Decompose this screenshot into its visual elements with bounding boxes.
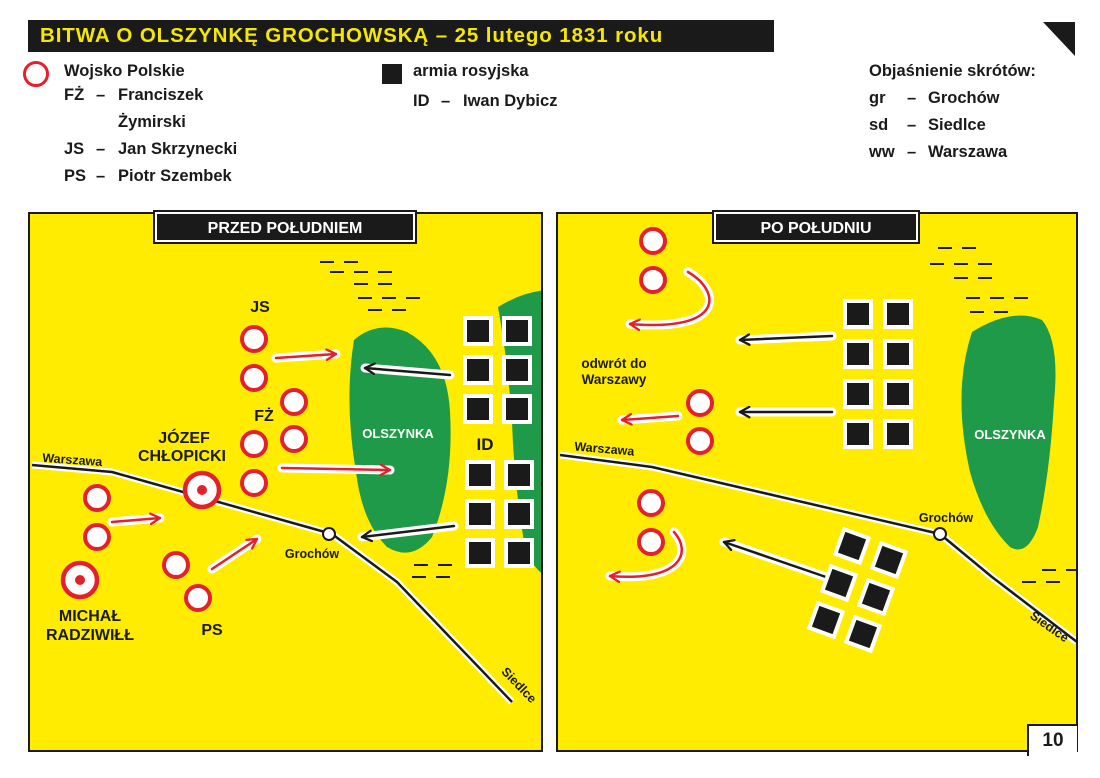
russian-unit [506,501,532,527]
russian-unit [845,341,871,367]
abbr: sd [869,116,889,134]
tab-afternoon: PO POŁUDNIU [714,212,918,242]
abbr: ww [869,143,895,161]
russian-unit [835,529,868,562]
russian-unit [465,318,491,344]
abbr-dash: – [907,143,917,161]
russian-unit [504,396,530,422]
retreat-label-line1: odwrót do [581,356,647,371]
russian-unit [846,617,879,650]
radziwill-label-line2: RADZIWIŁŁ [46,627,134,644]
russian-unit [885,421,911,447]
village-label-grochow: Grochów [284,547,340,561]
russian-unit [506,462,532,488]
road-label-warszawa: Warszawa [573,439,635,459]
abbreviation-item [869,143,1008,162]
retreat-label-line2: Warszawy [581,372,647,387]
polish-unit [186,586,210,610]
page-number: 10 [1027,724,1077,756]
abbreviations-title: Objaśnienie skrótów: [869,62,1036,80]
legend-dash: – [441,92,451,110]
polish-unit [641,268,665,292]
label-js: JS [250,299,270,316]
polish-unit [242,366,266,390]
russian-unit [465,396,491,422]
legend-commander-fz [64,86,204,105]
legend-dash: – [96,167,106,185]
polish-unit [688,391,712,415]
legend-dash: – [96,86,106,104]
abbr-name: Siedlce [928,116,986,134]
polish-unit [164,553,188,577]
chlopicki-label-line1: JÓZEF [158,430,210,447]
chlopicki-label-line2: CHŁOPICKI [138,448,226,465]
legend-commander-ps [64,167,232,186]
legend-name: Iwan Dybicz [463,92,558,110]
legend-commander-id [413,92,558,111]
russian-unit [845,381,871,407]
russian-units-tilted [809,529,905,650]
abbreviation-item [869,89,1000,108]
tab-before-noon: PRZED POŁUDNIEM [155,212,415,242]
russian-units [845,301,911,447]
road-label-siedlce: Siedlce [498,664,540,706]
polish-unit [688,429,712,453]
legend-commander-js [64,140,238,159]
road-label-warszawa: Warszawa [41,450,103,470]
legend-abbr: PS [64,167,87,185]
legend-abbr: FŻ [64,86,85,104]
grochow-village [323,528,335,540]
abbreviation-item [869,116,986,135]
village-label-grochow: Grochów [918,511,974,525]
russian-unit [465,357,491,383]
abbr-dash: – [907,89,917,107]
label-id: ID [476,435,494,454]
russian-unit [872,543,905,576]
russian-unit [467,462,493,488]
road-label-siedlce: Siedlce [1027,608,1072,646]
page-title: BITWA O OLSZYNKĘ GROCHOWSKĄ – 25 lutego 1831 roku [28,20,774,52]
map-afternoon [556,212,1078,752]
radziwill-label-line1: MICHAŁ [58,608,122,625]
label-ps: PS [201,622,223,639]
russian-unit [845,421,871,447]
legend-name-line2: Żymirski [118,113,186,131]
legend-name: Franciszek [118,86,204,104]
russian-unit [467,540,493,566]
polish-unit [641,229,665,253]
russian-pursuit-arrows [724,336,832,577]
polish-army-legend-icon [23,61,49,87]
map-before-noon-drawing [30,214,543,752]
grochow-village [934,528,946,540]
legend-name: Jan Skrzynecki [118,140,238,158]
polish-unit [242,327,266,351]
polish-unit [282,390,306,414]
abbr-name: Warszawa [928,143,1008,161]
legend-name: Piotr Szembek [118,167,232,185]
russian-unit [467,501,493,527]
polish-unit [242,471,266,495]
legend-russian-label: armia rosyjska [413,62,529,80]
russian-unit [885,341,911,367]
russian-unit [809,603,842,636]
abbr-dash: – [907,116,917,134]
russian-unit [504,318,530,344]
abbr-name: Grochów [928,89,1000,107]
russian-unit [859,580,892,613]
polish-unit [639,491,663,515]
polish-unit [85,525,109,549]
map-before-noon [28,212,543,752]
polish-unit [282,427,306,451]
legend-dash: – [96,140,106,158]
russian-unit [845,301,871,327]
polish-units [85,327,306,610]
forest-label: OLSZYNKA [362,426,434,441]
polish-unit [242,432,266,456]
russian-army-legend-icon [382,64,402,84]
russian-unit [506,540,532,566]
map-afternoon-drawing [558,214,1078,752]
polish-unit [639,530,663,554]
label-fz: FŻ [254,408,274,425]
russian-unit [822,566,855,599]
russian-unit [504,357,530,383]
forest-label: OLSZYNKA [974,427,1046,442]
legend-abbr: JS [64,140,85,158]
russian-unit [885,301,911,327]
russian-unit [885,381,911,407]
abbr: gr [869,89,886,107]
polish-unit [85,486,109,510]
legend-abbr: ID [413,92,430,110]
legend-polish-label: Wojsko Polskie [64,62,185,80]
